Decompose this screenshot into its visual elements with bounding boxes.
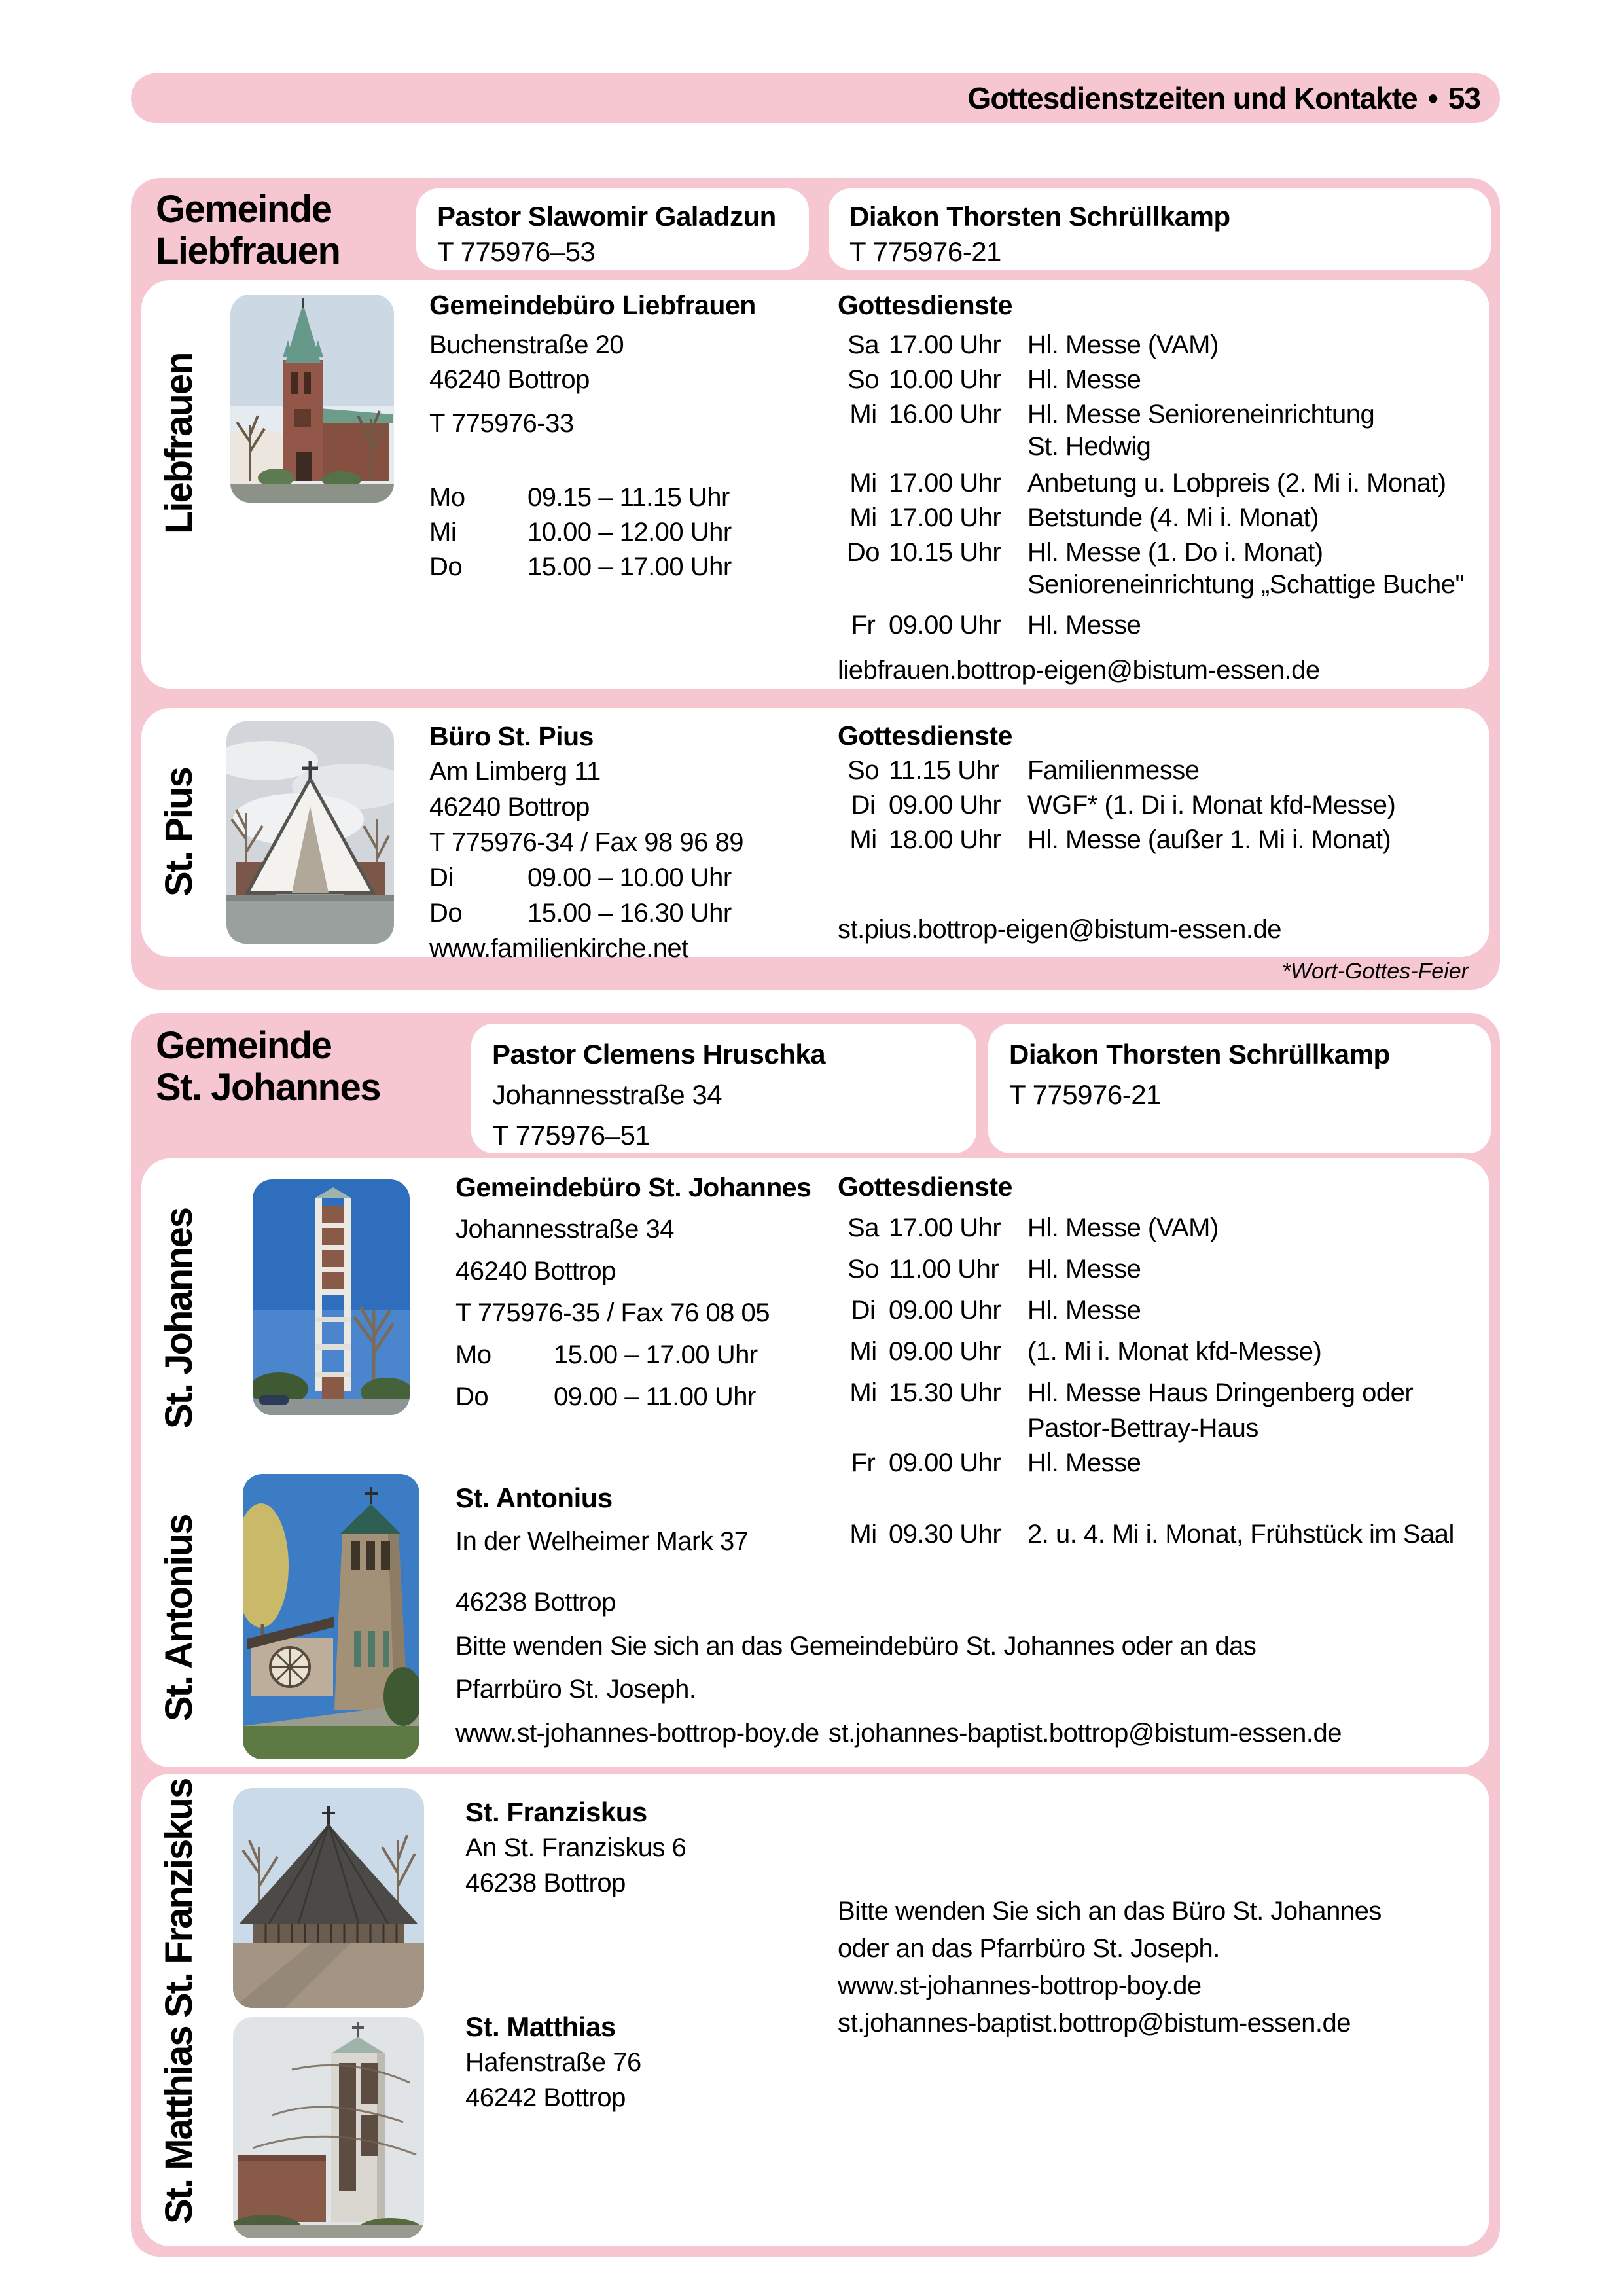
service-time: 15.30 Uhr xyxy=(889,1378,1001,1407)
service-desc: Hl. Messe (VAM) xyxy=(1027,331,1219,359)
st-franziskus-address-block xyxy=(465,1795,686,1901)
office-city: 46240 Bottrop xyxy=(429,793,590,821)
church-city: 46238 Bottrop xyxy=(465,1869,626,1897)
service-day: Mi xyxy=(849,1337,877,1366)
services-heading: Gottesdienste xyxy=(838,1172,1012,1202)
deacon-phone: T 775976-21 xyxy=(849,236,1001,267)
office-hours-row xyxy=(429,480,822,515)
service-day: Mi xyxy=(849,400,877,429)
pastor-contact-box xyxy=(416,188,809,270)
card-st-pius xyxy=(141,708,1489,963)
service-row xyxy=(838,1290,1489,1331)
hours-day: Do xyxy=(429,552,463,581)
service-time: 17.00 Uhr xyxy=(889,331,1001,359)
st-pius-services-block xyxy=(838,719,1489,947)
service-time: 09.00 Uhr xyxy=(889,791,1001,819)
hours-day: Di xyxy=(429,863,454,892)
st-antonius-service-block xyxy=(838,1517,1489,1552)
service-row xyxy=(838,1331,1489,1372)
service-day: Mi xyxy=(849,469,877,497)
hours-time: 15.00 – 17.00 Uhr xyxy=(554,1340,758,1369)
bullet-separator: • xyxy=(1427,81,1438,115)
hours-day: Do xyxy=(429,899,463,927)
st-franziskus-church-illustration xyxy=(233,1788,424,2008)
note-line1: Bitte wenden Sie sich an das Gemeindebüro St. Johannes oder an das xyxy=(455,1632,1257,1660)
section-gemeinde-liebfrauen xyxy=(131,178,1500,990)
service-time: 11.00 Uhr xyxy=(889,1255,999,1283)
service-row xyxy=(838,1443,1489,1484)
service-day: So xyxy=(847,365,879,394)
st-antonius-church-photo xyxy=(243,1474,419,1759)
service-row xyxy=(838,397,1489,432)
side-label-st-johannes: St. Johannes xyxy=(158,1208,200,1429)
liebfrauen-church-photo xyxy=(230,295,394,503)
service-time: 09.00 Uhr xyxy=(889,1337,1001,1366)
service-desc-line2: Pastor-Bettray-Haus xyxy=(1027,1414,1258,1443)
services-heading: Gottesdienste xyxy=(838,290,1012,320)
service-desc: Hl. Messe xyxy=(1027,611,1141,639)
church-name: St. Franziskus xyxy=(465,1797,647,1827)
hours-time: 15.00 – 16.30 Uhr xyxy=(527,899,732,927)
service-day: Sa xyxy=(847,1213,879,1242)
service-time: 09.00 Uhr xyxy=(889,611,1001,639)
note-line2: Pfarrbüro St. Joseph. xyxy=(455,1675,696,1704)
service-row xyxy=(838,466,1489,501)
st-matthias-address-block xyxy=(465,2009,641,2115)
office-phone: T 775976-33 xyxy=(429,409,574,438)
side-label-st-pius: St. Pius xyxy=(158,768,200,897)
office-heading: Gemeindebüro St. Johannes xyxy=(455,1172,812,1202)
side-label-st-antonius: St. Antonius xyxy=(158,1515,200,1722)
service-day: Mi xyxy=(849,1378,877,1407)
liebfrauen-office-block xyxy=(429,288,822,584)
service-desc: Hl. Messe xyxy=(1027,1255,1141,1283)
office-street: Am Limberg 11 xyxy=(429,757,601,786)
service-row-continuation xyxy=(838,570,1489,599)
pastor-phone: T 775976–51 xyxy=(492,1120,651,1151)
franziskus-matthias-note xyxy=(838,1893,1479,2042)
service-row xyxy=(838,501,1489,535)
liebfrauen-email: liebfrauen.bottrop-eigen@bistum-essen.de xyxy=(838,656,1320,685)
church-city: 46238 Bottrop xyxy=(455,1588,616,1617)
church-name: St. Matthias xyxy=(465,2011,616,2042)
service-desc: Anbetung u. Lobpreis (2. Mi i. Monat) xyxy=(1027,469,1446,497)
office-heading: Gemeindebüro Liebfrauen xyxy=(429,290,756,320)
service-day: Sa xyxy=(847,331,879,359)
service-day: Mi xyxy=(849,503,877,532)
deacon-name: Diakon Thorsten Schrüllkamp xyxy=(1009,1039,1390,1069)
deacon-name: Diakon Thorsten Schrüllkamp xyxy=(849,201,1230,232)
card-st-johannes-antonius xyxy=(141,1158,1489,1767)
deacon-contact-box xyxy=(829,188,1491,270)
service-desc: Hl. Messe xyxy=(1027,365,1141,394)
st-pius-website: www.familienkirche.net xyxy=(429,934,688,963)
section-title-liebfrauen xyxy=(156,188,340,272)
office-hours-row xyxy=(429,860,822,895)
st-antonius-church-illustration xyxy=(243,1474,419,1759)
pastor-name: Pastor Clemens Hruschka xyxy=(492,1039,826,1069)
section-gemeinde-st-johannes xyxy=(131,1013,1500,2257)
service-desc: (1. Mi i. Monat kfd-Messe) xyxy=(1027,1337,1322,1366)
service-day: So xyxy=(847,756,879,785)
service-day: Do xyxy=(846,538,880,567)
note-line1: Bitte wenden Sie sich an das Büro St. Johannes xyxy=(838,1897,1382,1926)
service-desc: Familienmesse xyxy=(1027,756,1200,785)
page-number: 53 xyxy=(1448,81,1480,115)
hours-time: 09.15 – 11.15 Uhr xyxy=(527,483,730,512)
service-day: Mi xyxy=(849,1520,877,1549)
service-desc-line2: St. Hedwig xyxy=(1027,432,1151,461)
service-desc: Betstunde (4. Mi i. Monat) xyxy=(1027,503,1319,532)
service-day: Fr xyxy=(851,611,876,639)
hours-day: Mo xyxy=(455,1340,491,1369)
hours-day: Do xyxy=(455,1382,489,1411)
service-day: Mi xyxy=(849,825,877,854)
office-hours xyxy=(429,480,822,584)
service-desc: 2. u. 4. Mi i. Monat, Frühstück im Saal xyxy=(1027,1520,1454,1549)
office-hours-row xyxy=(455,1334,848,1376)
st-johannes-tower-photo xyxy=(253,1179,410,1415)
service-day: Fr xyxy=(851,1448,876,1477)
service-row xyxy=(838,1372,1489,1414)
service-desc: Hl. Messe (1. Do i. Monat) xyxy=(1027,538,1323,567)
page-header-bar xyxy=(131,73,1500,123)
service-desc-line2: Senioreneinrichtung „Schattige Buche" xyxy=(1027,570,1465,599)
service-desc: Hl. Messe Haus Dringenberg oder xyxy=(1027,1378,1414,1407)
st-pius-office-block xyxy=(429,719,822,966)
st-johannes-services-block xyxy=(838,1166,1489,1484)
deacon-phone: T 775976-21 xyxy=(1009,1079,1161,1110)
church-street: Hafenstraße 76 xyxy=(465,2048,641,2077)
hours-time: 10.00 – 12.00 Uhr xyxy=(527,518,732,547)
service-row xyxy=(838,1517,1489,1552)
service-row xyxy=(838,823,1489,857)
office-hours-row xyxy=(455,1376,848,1418)
service-time: 17.00 Uhr xyxy=(889,1213,1001,1242)
st-pius-email: st.pius.bottrop-eigen@bistum-essen.de xyxy=(838,915,1282,944)
service-time: 16.00 Uhr xyxy=(889,400,1001,429)
pastor-contact-box xyxy=(471,1024,976,1153)
office-heading: Büro St. Pius xyxy=(429,721,594,751)
service-time: 11.15 Uhr xyxy=(889,756,999,785)
service-day: So xyxy=(847,1255,879,1283)
service-row xyxy=(838,788,1489,823)
church-city: 46242 Bottrop xyxy=(465,2083,626,2112)
services-heading: Gottesdienste xyxy=(838,721,1012,751)
service-row-continuation xyxy=(838,1414,1489,1443)
section-title-line2: St. Johannes xyxy=(156,1066,380,1109)
service-time: 18.00 Uhr xyxy=(889,825,1001,854)
st-antonius-email: st.johannes-baptist.bottrop@bistum-essen.de xyxy=(829,1719,1342,1748)
st-antonius-note xyxy=(455,1624,1476,1711)
side-label-liebfrauen: Liebfrauen xyxy=(158,353,200,535)
website: www.st-johannes-bottrop-boy.de xyxy=(838,1971,1202,2000)
liebfrauen-services-block xyxy=(838,288,1489,688)
pastor-street: Johannesstraße 34 xyxy=(492,1079,722,1110)
section-title-st-johannes xyxy=(156,1025,380,1109)
service-desc: Hl. Messe Senioreneinrichtung xyxy=(1027,400,1375,429)
footnote-wort-gottes-feier: *Wort-Gottes-Feier xyxy=(1281,959,1469,984)
st-franziskus-church-photo xyxy=(233,1788,424,2008)
st-matthias-church-illustration xyxy=(233,2017,424,2238)
service-row xyxy=(838,608,1489,643)
card-st-franziskus-matthias xyxy=(141,1774,1489,2246)
office-street: Johannesstraße 34 xyxy=(455,1215,674,1244)
service-day: Di xyxy=(851,1296,876,1325)
st-antonius-address-block xyxy=(455,1480,835,1620)
card-liebfrauen xyxy=(141,280,1489,689)
hours-time: 15.00 – 17.00 Uhr xyxy=(527,552,732,581)
service-time: 09.00 Uhr xyxy=(889,1448,1001,1477)
note-line2: oder an das Pfarrbüro St. Joseph. xyxy=(838,1934,1220,1963)
service-desc: WGF* (1. Di i. Monat kfd-Messe) xyxy=(1027,791,1396,819)
section-title-line2: Liebfrauen xyxy=(156,230,340,272)
deacon-contact-box xyxy=(988,1024,1491,1153)
office-hours-row xyxy=(429,515,822,550)
side-label-st-matthias: St. Matthias xyxy=(158,2026,200,2225)
service-row xyxy=(838,1208,1489,1249)
section-title-line1: Gemeinde xyxy=(156,188,332,230)
hours-day: Mo xyxy=(429,483,465,512)
service-time: 10.15 Uhr xyxy=(889,538,1001,567)
liebfrauen-church-illustration xyxy=(230,295,394,503)
service-row xyxy=(838,363,1489,397)
service-desc: Hl. Messe (VAM) xyxy=(1027,1213,1219,1242)
st-johannes-office-block xyxy=(455,1166,848,1418)
church-street: In der Welheimer Mark 37 xyxy=(455,1527,749,1556)
office-street: Buchenstraße 20 xyxy=(429,331,624,359)
service-time: 09.00 Uhr xyxy=(889,1296,1001,1325)
service-row xyxy=(838,535,1489,570)
office-hours-row xyxy=(429,895,822,931)
st-antonius-website: www.st-johannes-bottrop-boy.de xyxy=(455,1719,819,1748)
church-name: St. Antonius xyxy=(455,1482,613,1513)
hours-time: 09.00 – 11.00 Uhr xyxy=(554,1382,756,1411)
church-street: An St. Franziskus 6 xyxy=(465,1833,687,1862)
section-title-line1: Gemeinde xyxy=(156,1024,332,1067)
office-phone: T 775976-34 / Fax 98 96 89 xyxy=(429,828,743,857)
hours-day: Mi xyxy=(429,518,457,547)
service-day: Di xyxy=(851,791,876,819)
office-phone: T 775976-35 / Fax 76 08 05 xyxy=(455,1299,770,1327)
service-row xyxy=(838,1249,1489,1290)
service-desc: Hl. Messe (außer 1. Mi i. Monat) xyxy=(1027,825,1391,854)
st-pius-church-photo xyxy=(226,721,394,944)
service-time: 10.00 Uhr xyxy=(889,365,1001,394)
pastor-name: Pastor Slawomir Galadzun xyxy=(437,201,776,232)
st-johannes-tower-illustration xyxy=(253,1179,410,1415)
email: st.johannes-baptist.bottrop@bistum-essen.de xyxy=(838,2009,1351,2037)
office-city: 46240 Bottrop xyxy=(429,365,590,394)
side-label-st-franziskus: St. Franziskus xyxy=(158,1778,200,2018)
page-header-title: Gottesdienstzeiten und Kontakte xyxy=(967,81,1418,115)
pastor-phone: T 775976–53 xyxy=(437,236,596,267)
service-row xyxy=(838,753,1489,788)
st-matthias-church-photo xyxy=(233,2017,424,2238)
service-row xyxy=(838,328,1489,363)
office-hours-row xyxy=(429,550,822,584)
office-city: 46240 Bottrop xyxy=(455,1257,616,1285)
service-desc: Hl. Messe xyxy=(1027,1296,1141,1325)
hours-time: 09.00 – 10.00 Uhr xyxy=(527,863,732,892)
service-row-continuation xyxy=(838,432,1489,461)
service-desc: Hl. Messe xyxy=(1027,1448,1141,1477)
st-pius-church-illustration xyxy=(226,721,394,944)
service-time: 09.30 Uhr xyxy=(889,1520,1001,1549)
service-time: 17.00 Uhr xyxy=(889,469,1001,497)
service-time: 17.00 Uhr xyxy=(889,503,1001,532)
